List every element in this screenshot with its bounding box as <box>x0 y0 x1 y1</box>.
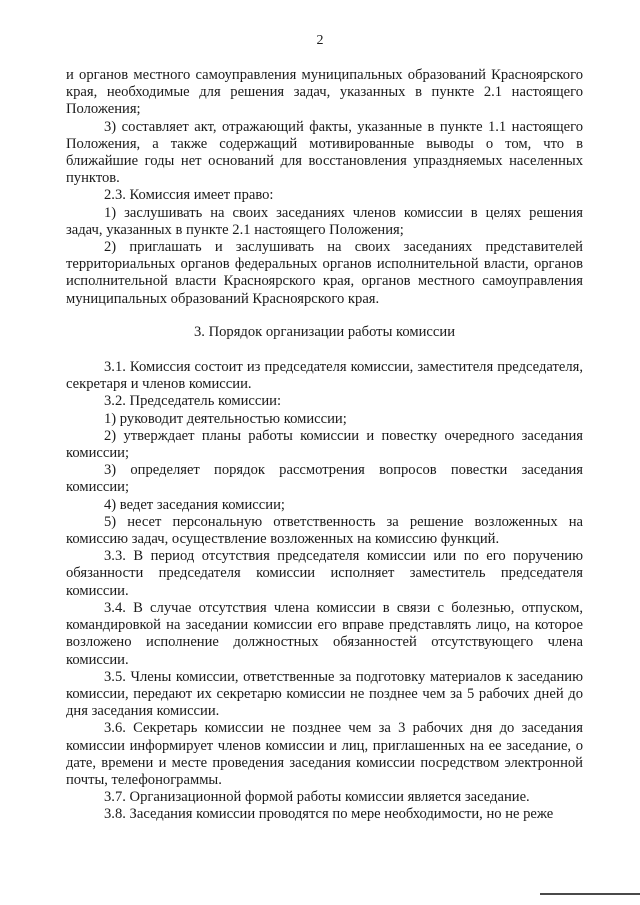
paragraph-3-8: 3.8. Заседания комиссии проводятся по мере необходимости, но не реже <box>104 806 554 823</box>
paragraph-3-2-item-4: 4) ведет заседания комиссии; <box>104 496 285 513</box>
paragraph-3-2-item-2: 2) утверждает планы работы комиссии и повестку очередного заседания комиссии; <box>66 427 583 462</box>
paragraph-3-2-item-1: 1) руководит деятельностью комиссии; <box>104 410 347 427</box>
section-heading: 3. Порядок организации работы комиссии <box>193 323 456 340</box>
paragraph-3-7: 3.7. Организационной формой работы комиссии является заседание. <box>104 789 530 806</box>
paragraph-3-1: 3.1. Комиссия состоит из председателя комиссии, заместителя председателя, секретаря и членов комиссии. <box>66 359 583 393</box>
paragraph-3-2: 3.2. Председатель комиссии: <box>104 393 282 410</box>
document-body <box>66 67 583 824</box>
paragraph-3-4: 3.4. В случае отсутствия члена комиссии в связи с болезнью, отпуском, командировкой на заседании комиссии его вправе представлять лицо, на которое возложено исполнение должностных обязанностей отсутствующего члена комиссии. <box>66 599 583 668</box>
paragraph-3-3: 3.3. В период отсутствия председателя комиссии или по его поручению обязанности председателя комиссии исполняет заместитель председателя комиссии. <box>66 548 583 599</box>
paragraph-continuation: и органов местного самоуправления муниципальных образований Красноярского края, необходимые для решения задач, указанных в пункте 2.1 настоящего Положения; <box>66 67 583 118</box>
paragraph-3-6: 3.6. Секретарь комиссии не позднее чем за 3 рабочих дня до заседания комиссии информирует членов комиссии и лиц, приглашенных на ее заседание, о дате, времени и месте проведения заседания комиссии посредством электронной почты, телефонограммы. <box>66 720 583 788</box>
paragraph-3-5: 3.5. Члены комиссии, ответственные за подготовку материалов к заседанию комиссии, передают их секретарю комиссии не позднее чем за 5 рабочих дней до дня заседания комиссии. <box>66 668 583 720</box>
paragraph-3-2-item-5: 5) несет персональную ответственность за решение возложенных на комиссию задач, осуществление возложенных на комиссию функций. <box>66 513 583 548</box>
paragraph-2-3-item-2: 2) приглашать и заслушивать на своих заседаниях представителей территориальных органов федеральных органов исполнительной власти, органов исполнительной власти Красноярского края, органов местного самоуправления муниципальных образований Красноярского края. <box>66 239 583 307</box>
page-edge-line <box>540 893 640 895</box>
paragraph-2-3: 2.3. Комиссия имеет право: <box>104 187 274 204</box>
paragraph-2-3-item-1: 1) заслушивать на своих заседаниях членов комиссии в целях решения задач, указанных в пункте 2.1 настоящего Положения; <box>66 204 583 238</box>
page-number: 2 <box>316 33 324 48</box>
paragraph-item-3-act: 3) составляет акт, отражающий факты, указанные в пункте 1.1 настоящего Положения, а также содержащий мотивированные выводы о том, что в ближайшие годы нет оснований для восстановления упраздняемых населенных пунктов. <box>66 118 583 187</box>
paragraph-3-2-item-3: 3) определяет порядок рассмотрения вопросов повестки заседания комиссии; <box>66 462 583 496</box>
